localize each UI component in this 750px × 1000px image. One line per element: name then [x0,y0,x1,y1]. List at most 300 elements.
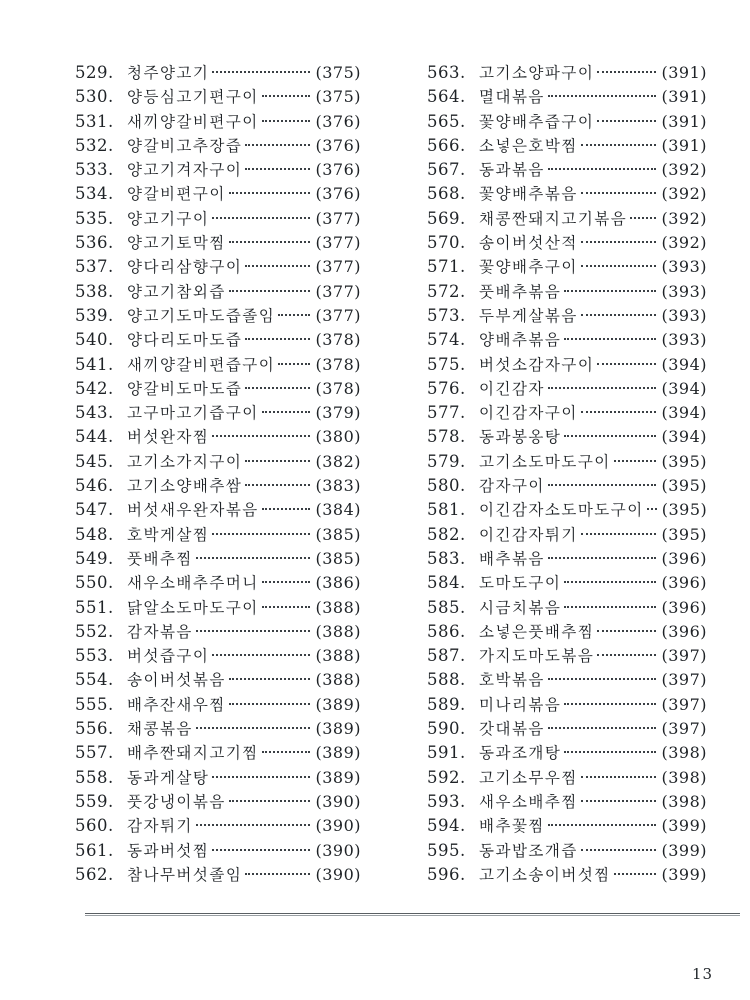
entry-number: 544. [75,427,114,447]
entry-page-number: (391) [661,87,707,107]
dot-leader [548,95,657,97]
entry-title: 소넣은호박찜 [479,136,578,155]
dot-leader [564,338,656,340]
dot-leader [597,120,656,122]
entry-number: 561. [75,840,114,860]
entry-page-number: (389) [315,694,361,714]
entry-page-number: (377) [315,208,361,228]
entry-page-number: (394) [661,403,707,423]
toc-columns [75,61,707,887]
entry-title: 버섯즙구이 [127,647,210,666]
entry-title: 송이버섯볶음 [127,671,226,690]
entry-page-number: (391) [661,135,707,155]
entry-title: 버섯완자찜 [127,428,210,447]
entry-page-number: (392) [661,233,707,253]
toc-entry [427,741,707,765]
entry-title: 미나리볶음 [479,695,562,714]
toc-entry [427,61,707,85]
entry-number: 553. [75,646,114,666]
dot-leader [245,168,310,170]
dot-leader [581,533,657,535]
toc-entry [427,693,707,717]
entry-number: 585. [427,597,466,617]
dot-leader [597,363,656,365]
entry-number: 580. [427,476,466,496]
dot-leader [212,849,310,851]
entry-number: 586. [427,621,466,641]
entry-title: 고기소가지구이 [127,452,243,471]
entry-title: 배추잔새우찜 [127,695,226,714]
entry-number: 529. [75,63,114,82]
entry-page-number: (395) [661,524,707,544]
dot-leader [212,533,310,535]
entry-title: 채콩볶음 [127,720,193,739]
dot-leader [581,776,657,778]
entry-number: 567. [427,160,466,180]
entry-page-number: (386) [315,573,361,593]
entry-number: 547. [75,500,114,520]
dot-leader [245,338,310,340]
dot-leader [614,873,657,875]
entry-number: 569. [427,208,466,228]
dot-leader [581,265,657,267]
dot-leader [196,557,311,559]
dot-leader [564,435,656,437]
entry-title: 양고기참외즙 [127,282,226,301]
entry-title: 양갈비도마도즙 [127,379,243,398]
dot-leader [278,314,310,316]
dot-leader [245,387,310,389]
dot-leader [262,95,311,97]
toc-entry [75,717,361,741]
toc-entry [75,766,361,790]
toc-entry [427,596,707,620]
entry-page-number: (392) [661,208,707,228]
entry-title: 감자튀기 [127,817,193,836]
dot-leader [212,71,310,73]
dot-leader [245,460,310,462]
toc-entry [75,134,361,158]
entry-page-number: (376) [315,160,361,180]
dot-leader [245,265,310,267]
entry-number: 538. [75,281,114,301]
entry-title: 가지도마도볶음 [479,647,595,666]
entry-page-number: (396) [661,621,707,641]
dot-leader [597,71,656,73]
entry-title: 감자볶음 [127,622,193,641]
dot-leader [564,581,656,583]
toc-entry [427,547,707,571]
entry-page-number: (389) [315,719,361,739]
toc-entry [75,693,361,717]
entry-title: 감자구이 [479,477,545,496]
entry-title: 꽃양배추구이 [479,258,578,277]
entry-number: 582. [427,524,466,544]
entry-title: 양고기도마도즙졸임 [127,306,276,325]
entry-page-number: (376) [315,184,361,204]
entry-number: 534. [75,184,114,204]
dot-leader [581,800,657,802]
entry-page-number: (398) [661,767,707,787]
entry-page-number: (382) [315,451,361,471]
entry-title: 이긴감자튀기 [479,525,578,544]
toc-entry [427,182,707,206]
entry-number: 548. [75,524,114,544]
entry-number: 557. [75,743,114,763]
entry-number: 531. [75,111,114,131]
toc-entry [427,839,707,863]
entry-page-number: (394) [661,427,707,447]
entry-number: 594. [427,816,466,836]
entry-page-number: (389) [315,743,361,763]
entry-number: 558. [75,767,114,787]
dot-leader [564,606,656,608]
entry-page-number: (377) [315,257,361,277]
toc-entry [427,207,707,231]
entry-page-number: (377) [315,305,361,325]
dot-leader [614,460,657,462]
entry-number: 596. [427,864,466,884]
dot-leader [581,314,657,316]
entry-title: 꽃양배추즙구이 [479,112,595,131]
toc-entry [75,596,361,620]
entry-number: 565. [427,111,466,131]
toc-entry [75,255,361,279]
toc-entry [427,668,707,692]
toc-entry [75,523,361,547]
entry-title: 동과게살탕 [127,768,210,787]
entry-page-number: (397) [661,694,707,714]
entry-page-number: (388) [315,670,361,690]
toc-entry [427,425,707,449]
entry-page-number: (377) [315,233,361,253]
entry-title: 고구마고기즙구이 [127,404,259,423]
toc-entry [75,425,361,449]
entry-page-number: (390) [315,816,361,836]
dot-leader [196,630,311,632]
toc-column-left [75,61,361,887]
entry-title: 양고기겨자구이 [127,161,243,180]
dot-leader [548,824,657,826]
entry-page-number: (388) [315,621,361,641]
entry-page-number: (395) [661,500,708,520]
entry-title: 양등심고기편구이 [127,88,259,107]
entry-title: 새우소배추찜 [479,792,578,811]
toc-entry [427,717,707,741]
entry-page-number: (390) [315,791,361,811]
entry-title: 풋배추찜 [127,549,193,568]
dot-leader [581,241,657,243]
dot-leader [212,654,310,656]
entry-title: 버섯소감자구이 [479,355,595,374]
entry-number: 577. [427,403,466,423]
entry-page-number: (393) [661,257,707,277]
toc-entry [75,110,361,134]
entry-title: 배추꽃찜 [479,817,545,836]
entry-page-number: (393) [661,305,707,325]
dot-leader [548,727,657,729]
entry-title: 두부게살볶음 [479,306,578,325]
entry-title: 양배추볶음 [479,331,562,350]
toc-entry [75,377,361,401]
entry-title: 버섯새우완자볶음 [127,501,259,520]
entry-page-number: (378) [315,378,361,398]
entry-title: 고기소도마도구이 [479,452,611,471]
entry-page-number: (394) [661,378,707,398]
entry-title: 꽃양배추볶음 [479,185,578,204]
toc-entry [75,474,361,498]
dot-leader [564,751,656,753]
toc-entry [427,353,707,377]
entry-number: 595. [427,840,466,860]
dot-leader [262,120,311,122]
entry-number: 530. [75,87,114,107]
toc-column-right [427,61,707,887]
entry-number: 573. [427,305,466,325]
entry-title: 동과볶음 [479,161,545,180]
entry-page-number: (390) [315,864,361,884]
entry-title: 양다리도마도즙 [127,331,243,350]
entry-number: 576. [427,378,466,398]
dot-leader [262,581,311,583]
dot-leader [548,678,657,680]
entry-title: 새끼양갈비편구이 [127,112,259,131]
entry-number: 540. [75,330,114,350]
toc-entry [427,328,707,352]
entry-number: 592. [427,767,466,787]
entry-page-number: (393) [661,281,707,301]
toc-entry [75,814,361,838]
toc-entry [75,571,361,595]
toc-entry [75,620,361,644]
footer-rule [85,913,740,916]
entry-title: 새우소배추주머니 [127,574,259,593]
dot-leader [548,484,657,486]
toc-entry [75,231,361,255]
entry-title: 고기소무우찜 [479,768,578,787]
dot-leader [647,508,657,510]
entry-number: 564. [427,87,466,107]
entry-title: 채콩짠돼지고기볶음 [479,209,628,228]
entry-title: 참나무버섯졸임 [127,865,243,884]
entry-page-number: (393) [661,330,707,350]
toc-entry [427,474,707,498]
entry-title: 고기소송이버섯찜 [479,865,611,884]
entry-number: 563. [427,63,466,82]
toc-entry [75,668,361,692]
entry-page-number: (378) [315,354,361,374]
dot-leader [229,703,311,705]
entry-title: 시금치볶음 [479,598,562,617]
entry-title: 배추볶음 [479,549,545,568]
entry-title: 이긴감자구이 [479,404,578,423]
entry-number: 583. [427,548,466,568]
entry-title: 양다리삼향구이 [127,258,243,277]
dot-leader [196,824,311,826]
entry-number: 574. [427,330,466,350]
entry-title: 양고기구이 [127,209,210,228]
entry-page-number: (392) [661,160,707,180]
toc-entry [75,498,361,522]
toc-entry [75,547,361,571]
entry-page-number: (398) [661,791,707,811]
toc-entry [427,110,707,134]
toc-entry [427,644,707,668]
dot-leader [262,751,311,753]
toc-entry [75,304,361,328]
entry-title: 배추짠돼지고기찜 [127,744,259,763]
entry-number: 570. [427,233,466,253]
entry-number: 578. [427,427,466,447]
dot-leader [212,776,310,778]
entry-page-number: (395) [661,451,707,471]
entry-number: 589. [427,694,466,714]
entry-number: 551. [75,597,114,617]
entry-title: 도마도구이 [479,574,562,593]
toc-entry [427,814,707,838]
dot-leader [548,168,657,170]
dot-leader [229,678,311,680]
toc-entry [427,620,707,644]
entry-title: 멸대볶음 [479,88,545,107]
entry-title: 호박게살찜 [127,525,210,544]
entry-number: 593. [427,791,466,811]
entry-page-number: (380) [315,427,361,447]
toc-entry [427,231,707,255]
dot-leader [564,703,656,705]
entry-page-number: (398) [661,743,707,763]
entry-page-number: (383) [315,476,361,496]
toc-entry [75,741,361,765]
entry-page-number: (390) [315,840,361,860]
dot-leader [581,849,657,851]
dot-leader [229,241,311,243]
dot-leader [262,508,311,510]
entry-page-number: (384) [315,500,361,520]
entry-number: 541. [75,354,114,374]
toc-entry [75,450,361,474]
entry-title: 양고기토막찜 [127,234,226,253]
dot-leader [245,484,310,486]
entry-page-number: (394) [661,354,707,374]
dot-leader [229,290,311,292]
entry-number: 575. [427,354,466,374]
dot-leader [212,217,310,219]
dot-leader [597,654,656,656]
entry-page-number: (375) [315,63,361,82]
dot-leader [245,873,310,875]
toc-entry [427,790,707,814]
entry-page-number: (379) [315,403,361,423]
toc-entry [75,158,361,182]
entry-number: 545. [75,451,114,471]
entry-page-number: (395) [661,476,707,496]
entry-number: 572. [427,281,466,301]
toc-entry [75,644,361,668]
dot-leader [229,800,311,802]
entry-number: 587. [427,646,466,666]
entry-title: 양갈비편구이 [127,185,226,204]
entry-page-number: (392) [661,184,707,204]
entry-title: 송이버섯산적 [479,234,578,253]
entry-number: 539. [75,305,114,325]
entry-title: 소넣은풋배추찜 [479,622,595,641]
entry-title: 풋강냉이볶음 [127,792,226,811]
toc-entry [427,523,707,547]
entry-number: 546. [75,476,114,496]
entry-title: 동과버섯찜 [127,841,210,860]
entry-number: 542. [75,378,114,398]
entry-title: 청주양고기 [127,64,210,82]
entry-page-number: (399) [661,816,707,836]
entry-number: 550. [75,573,114,593]
entry-title: 양갈비고추장즙 [127,136,243,155]
entry-number: 536. [75,233,114,253]
toc-entry [427,304,707,328]
entry-page-number: (376) [315,111,361,131]
dot-leader [262,411,311,413]
toc-entry [75,839,361,863]
entry-title: 이긴감자 [479,379,545,398]
entry-page-number: (388) [315,597,361,617]
entry-page-number: (397) [661,719,707,739]
toc-entry [75,280,361,304]
toc-entry [427,255,707,279]
dot-leader [278,363,310,365]
entry-page-number: (389) [315,767,361,787]
toc-entry [427,863,707,887]
entry-page-number: (376) [315,135,361,155]
entry-page-number: (399) [661,864,707,884]
toc-entry [75,790,361,814]
dot-leader [548,557,657,559]
entry-page-number: (378) [315,330,361,350]
entry-number: 549. [75,548,114,568]
entry-title: 풋배추볶음 [479,282,562,301]
entry-page-number: (397) [661,670,707,690]
toc-entry [75,328,361,352]
toc-entry [75,353,361,377]
entry-title: 갓대볶음 [479,720,545,739]
dot-leader [212,435,310,437]
entry-page-number: (397) [661,646,707,666]
toc-entry [427,134,707,158]
dot-leader [564,290,656,292]
entry-number: 533. [75,160,114,180]
entry-page-number: (399) [661,840,707,860]
entry-number: 562. [75,864,114,884]
entry-page-number: (388) [315,646,361,666]
toc-entry [427,571,707,595]
entry-title: 고기소양배추쌈 [127,477,243,496]
entry-page-number: (377) [315,281,361,301]
entry-title: 이긴감자소도마도구이 [479,501,644,520]
toc-entry [75,61,361,85]
entry-number: 566. [427,135,466,155]
dot-leader [262,606,311,608]
entry-title: 동과밥조개즙 [479,841,578,860]
entry-title: 호박볶음 [479,671,545,690]
entry-number: 555. [75,694,114,714]
entry-number: 581. [427,500,466,520]
entry-number: 543. [75,403,114,423]
toc-entry [75,863,361,887]
toc-entry [427,450,707,474]
entry-number: 537. [75,257,114,277]
entry-page-number: (385) [315,548,361,568]
dot-leader [630,217,656,219]
toc-entry [75,182,361,206]
